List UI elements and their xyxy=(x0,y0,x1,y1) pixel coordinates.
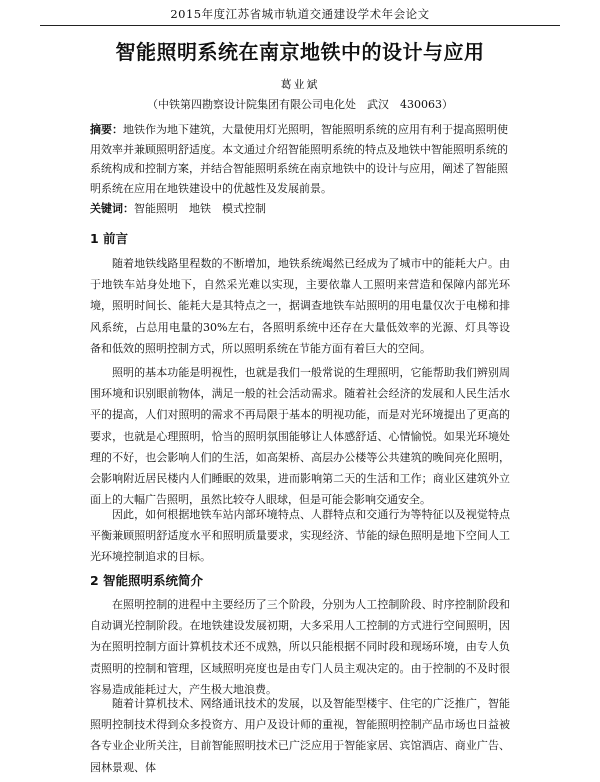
keywords-text: 智能照明 地铁 模式控制 xyxy=(134,202,266,215)
paragraph: 照明的基本功能是明视性，也就是我们一般常说的生理照明，它能帮助我们辨别周围环境和识别眼前物体，满足一般的社会活动需求。随着社会经济的发展和人民生活水平的提高，人们对照明的需求不再局限于基本的明视功能，而是对光环境提出了更高的要求，也就是心理照明，恰当的照明氛围能够让人体感舒适、心情愉悦。如果光环境处理的不好，也会影响人们的生活，如高架桥、高层办公楼等公共建筑的晚间亮化照明，会影响附近居民楼内人们睡眠的效果，进而影响第二天的生活和工作；商业区建筑外立面上的大幅广告照明，虽然比较夺人眼球，但是可能会影响交通安全。 xyxy=(90,366,510,507)
abstract xyxy=(90,120,510,198)
paragraph: 在照明控制的进程中主要经历了三个阶段，分别为人工控制阶段、时序控制阶段和自动调光控制阶段。在地铁建设发展初期，大多采用人工控制的方式进行空间照明，因为在照明控制方面计算机技术还不成熟，所以只能根据不同时段和现场环境，由专人负责照明的控制和管理，区域照明亮度也是由专门人员主观决定的。由于控制的不及时很容易造成能耗过大，产生极大地浪费。 xyxy=(90,598,510,696)
keywords-label: 关键词： xyxy=(90,202,134,215)
author: 葛业斌 xyxy=(280,78,320,91)
section-heading-2: 2 智能照明系统简介 xyxy=(90,573,204,588)
section-heading-1: 1 前言 xyxy=(90,231,129,246)
paragraph: 因此，如何根据地铁车站内部环境特点、人群特点和交通行为等特征以及视觉特点平衡兼顾照明舒适度水平和照明质量要求，实现经济、节能的绿色照明是地下空间人工光环境控制追求的目标。 xyxy=(90,508,510,564)
affiliation: （中铁第四勘察设计院集团有限公司电化处 武汉 430063） xyxy=(147,98,453,111)
paragraph: 随着计算机技术、网络通讯技术的发展，以及智能型楼宇、住宅的广泛推广，智能照明控制技术得到众多投资方、用户及设计师的重视，智能照明控制产品市场也日益被各专业企业所关注，目前智能照明技术已广泛应用于智能家居、宾馆酒店、商业广告、园林景观、体 xyxy=(90,697,510,774)
abstract-label: 摘要： xyxy=(90,123,123,136)
abstract-text: 地铁作为地下建筑，大量使用灯光照明，智能照明系统的应用有利于提高照明使用效率并兼顾照明舒适度。本文通过介绍智能照明系统的特点及地铁中智能照明系统的系统构成和控制方案，并结合智能照明系统在南京地铁中的设计与应用，阐述了智能照明系统在应用在地铁建设中的优越性及发展前景。 xyxy=(90,123,508,195)
paragraph: 随着地铁线路里程数的不断增加，地铁系统竭然已经成为了城市中的能耗大户。由于地铁车站身处地下，自然采光难以实现，主要依靠人工照明来营造和保障内部光环境，照明时间长、能耗大是其特点之一，据调查地铁车站照明的用电量仅次于电梯和排风系统，占总用电量的30%左右，各照明系统中还存在大量低效率的光源、灯具等设备和低效的照明控制方式，所以照明系统在节能方面有着巨大的空间。 xyxy=(90,257,510,355)
paper-title: 智能照明系统在南京地铁中的设计与应用 xyxy=(115,40,485,64)
running-header: 2015年度江苏省城市轨道交通建设学术年会论文 xyxy=(40,6,560,26)
keywords xyxy=(90,199,510,218)
